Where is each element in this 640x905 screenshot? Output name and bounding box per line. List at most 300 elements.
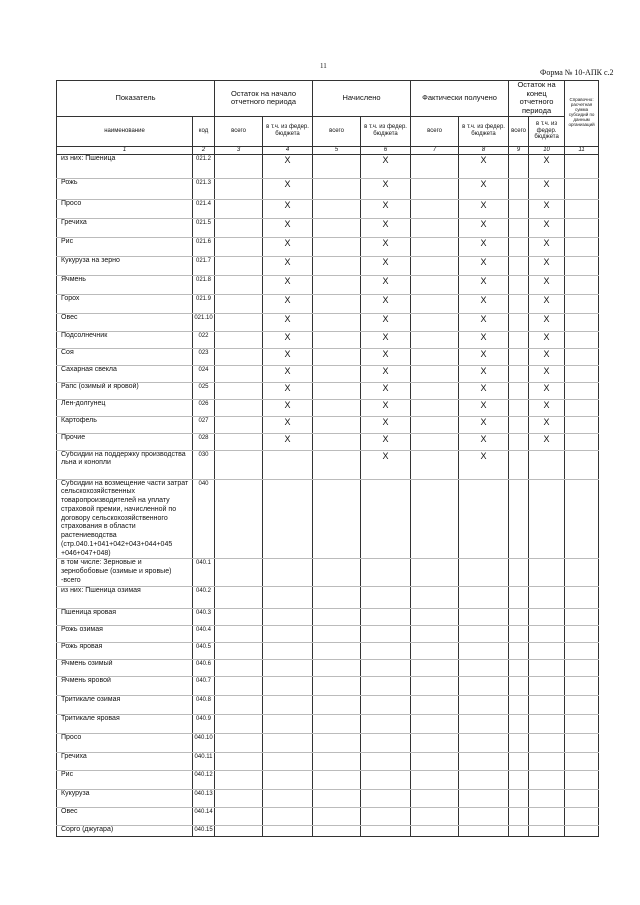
value-cell [459, 608, 509, 625]
table-row [57, 659, 599, 676]
value-cell [529, 608, 565, 625]
cross-mark: X [459, 348, 509, 365]
row-name: Прочие [57, 433, 193, 450]
value-cell [411, 275, 459, 294]
value-cell [263, 642, 313, 659]
table-row [57, 382, 599, 399]
value-cell [215, 770, 263, 789]
value-cell [411, 450, 459, 479]
table-row [57, 416, 599, 433]
value-cell [565, 416, 599, 433]
table-row [57, 294, 599, 313]
col-num: 2 [193, 146, 215, 154]
table-row [57, 479, 599, 559]
cross-mark: X [529, 313, 565, 331]
value-cell [263, 789, 313, 807]
row-code: 040.15 [193, 825, 215, 836]
value-cell [215, 433, 263, 450]
row-code: 028 [193, 433, 215, 450]
value-cell [215, 733, 263, 752]
row-code: 023 [193, 348, 215, 365]
value-cell [411, 714, 459, 733]
cross-mark: X [459, 218, 509, 237]
row-code: 026 [193, 399, 215, 416]
value-cell [411, 178, 459, 199]
value-cell [313, 642, 361, 659]
cross-mark: X [263, 365, 313, 382]
value-cell [411, 256, 459, 275]
table-row [57, 433, 599, 450]
value-cell [313, 770, 361, 789]
value-cell [313, 416, 361, 433]
table-row [57, 256, 599, 275]
row-code: 040.2 [193, 586, 215, 608]
row-name: Сорго (джугара) [57, 825, 193, 836]
value-cell [459, 625, 509, 642]
value-cell [313, 313, 361, 331]
cross-mark: X [361, 331, 411, 348]
col-num: 11 [565, 146, 599, 154]
row-name: Ячмень [57, 275, 193, 294]
value-cell [509, 331, 529, 348]
value-cell [565, 433, 599, 450]
value-cell [313, 365, 361, 382]
value-cell [459, 586, 509, 608]
value-cell [565, 807, 599, 825]
value-cell [215, 275, 263, 294]
row-name: Тритикале озимая [57, 695, 193, 714]
header-total: всего [411, 116, 459, 146]
table-row [57, 695, 599, 714]
row-name: Просо [57, 199, 193, 218]
table-row [57, 676, 599, 695]
cross-mark: X [361, 433, 411, 450]
row-code: 040.5 [193, 642, 215, 659]
cross-mark: X [361, 256, 411, 275]
header-total: всего [509, 116, 529, 146]
value-cell [459, 695, 509, 714]
value-cell [215, 237, 263, 256]
value-cell [263, 807, 313, 825]
value-cell [565, 733, 599, 752]
value-cell [215, 625, 263, 642]
value-cell [565, 218, 599, 237]
col-num: 10 [529, 146, 565, 154]
row-name: Субсидии на поддержку производства льна и конопли [57, 450, 193, 479]
row-code: 021.6 [193, 237, 215, 256]
value-cell [313, 825, 361, 836]
table-row [57, 608, 599, 625]
value-cell [565, 450, 599, 479]
value-cell [565, 348, 599, 365]
cross-mark: X [459, 365, 509, 382]
row-name: Горох [57, 294, 193, 313]
value-cell [263, 659, 313, 676]
value-cell [215, 789, 263, 807]
table-row [57, 218, 599, 237]
value-cell [509, 433, 529, 450]
table-row [57, 275, 599, 294]
value-cell [313, 399, 361, 416]
value-cell [263, 586, 313, 608]
value-cell [411, 695, 459, 714]
value-cell [565, 789, 599, 807]
value-cell [529, 789, 565, 807]
cross-mark: X [361, 218, 411, 237]
value-cell [509, 313, 529, 331]
value-cell [313, 382, 361, 399]
value-cell [361, 659, 411, 676]
cross-mark: X [459, 294, 509, 313]
table-row [57, 399, 599, 416]
value-cell [565, 331, 599, 348]
row-name: Рожь яровая [57, 642, 193, 659]
row-name: Подсолнечник [57, 331, 193, 348]
value-cell [313, 256, 361, 275]
cross-mark: X [459, 178, 509, 199]
value-cell [313, 733, 361, 752]
cross-mark: X [459, 313, 509, 331]
table-row [57, 178, 599, 199]
cross-mark: X [361, 416, 411, 433]
value-cell [509, 807, 529, 825]
header-indicator: Показатель [57, 81, 215, 117]
value-cell [411, 313, 459, 331]
row-name: Картофель [57, 416, 193, 433]
row-code: 027 [193, 416, 215, 433]
value-cell [509, 770, 529, 789]
cross-mark: X [263, 433, 313, 450]
value-cell [529, 695, 565, 714]
cross-mark: X [529, 178, 565, 199]
cross-mark: X [529, 331, 565, 348]
value-cell [263, 695, 313, 714]
table-row [57, 237, 599, 256]
cross-mark: X [459, 331, 509, 348]
value-cell [215, 154, 263, 178]
col-num: 3 [215, 146, 263, 154]
cross-mark: X [529, 365, 565, 382]
value-cell [361, 770, 411, 789]
value-cell [565, 154, 599, 178]
row-code: 024 [193, 365, 215, 382]
row-name: из них: Пшеница [57, 154, 193, 178]
table-row [57, 199, 599, 218]
value-cell [411, 416, 459, 433]
value-cell [313, 199, 361, 218]
value-cell [411, 199, 459, 218]
table-row [57, 313, 599, 331]
value-cell [411, 479, 459, 559]
value-cell [529, 479, 565, 559]
value-cell [565, 659, 599, 676]
col-num: 6 [361, 146, 411, 154]
value-cell [509, 154, 529, 178]
value-cell [411, 608, 459, 625]
value-cell [509, 825, 529, 836]
cross-mark: X [361, 399, 411, 416]
value-cell [509, 714, 529, 733]
value-cell [411, 789, 459, 807]
value-cell [215, 479, 263, 559]
value-cell [361, 625, 411, 642]
value-cell [509, 218, 529, 237]
cross-mark: X [529, 275, 565, 294]
row-code: 040.9 [193, 714, 215, 733]
value-cell [459, 659, 509, 676]
cross-mark: X [459, 256, 509, 275]
value-cell [411, 825, 459, 836]
cross-mark: X [459, 450, 509, 479]
row-code: 040.12 [193, 770, 215, 789]
cross-mark: X [361, 382, 411, 399]
row-name: Пшеница яровая [57, 608, 193, 625]
row-code: 040 [193, 479, 215, 559]
cross-mark: X [529, 433, 565, 450]
row-name: Сахарная свекла [57, 365, 193, 382]
row-code: 040.7 [193, 676, 215, 695]
value-cell [411, 752, 459, 770]
value-cell [565, 559, 599, 586]
value-cell [215, 416, 263, 433]
value-cell [215, 218, 263, 237]
value-cell [313, 218, 361, 237]
cross-mark: X [263, 382, 313, 399]
value-cell [215, 807, 263, 825]
value-cell [263, 714, 313, 733]
value-cell [565, 825, 599, 836]
value-cell [361, 807, 411, 825]
value-cell [565, 642, 599, 659]
value-cell [565, 237, 599, 256]
row-code: 021.10 [193, 313, 215, 331]
value-cell [565, 586, 599, 608]
value-cell [529, 714, 565, 733]
value-cell [313, 695, 361, 714]
value-cell [565, 608, 599, 625]
value-cell [411, 154, 459, 178]
value-cell [411, 659, 459, 676]
row-name: в том числе: Зерновые и зернобобовые (озимые и яровые) -всего [57, 559, 193, 586]
value-cell [565, 625, 599, 642]
cross-mark: X [263, 154, 313, 178]
value-cell [411, 294, 459, 313]
cross-mark: X [529, 348, 565, 365]
header-accrued: Начислено [313, 81, 411, 117]
table-row [57, 752, 599, 770]
row-name: Тритикале яровая [57, 714, 193, 733]
row-code: 021.4 [193, 199, 215, 218]
row-name: Рис [57, 237, 193, 256]
value-cell [509, 256, 529, 275]
value-cell [509, 625, 529, 642]
value-cell [215, 714, 263, 733]
value-cell [361, 733, 411, 752]
value-cell [411, 642, 459, 659]
value-cell [263, 825, 313, 836]
table-row [57, 625, 599, 642]
row-name: Кукуруза [57, 789, 193, 807]
table-row [57, 733, 599, 752]
value-cell [411, 433, 459, 450]
value-cell [509, 559, 529, 586]
cross-mark: X [459, 154, 509, 178]
row-code: 021.7 [193, 256, 215, 275]
value-cell [529, 770, 565, 789]
value-cell [361, 479, 411, 559]
value-cell [509, 659, 529, 676]
value-cell [215, 659, 263, 676]
table-row [57, 154, 599, 178]
row-code: 040.3 [193, 608, 215, 625]
row-name: Овес [57, 807, 193, 825]
row-code: 021.3 [193, 178, 215, 199]
value-cell [263, 608, 313, 625]
row-code: 021.5 [193, 218, 215, 237]
row-code: 040.1 [193, 559, 215, 586]
row-code: 040.11 [193, 752, 215, 770]
value-cell [215, 178, 263, 199]
cross-mark: X [459, 416, 509, 433]
cross-mark: X [529, 294, 565, 313]
value-cell [509, 789, 529, 807]
column-number-row [57, 146, 599, 154]
value-cell [411, 382, 459, 399]
value-cell [565, 714, 599, 733]
value-cell [459, 559, 509, 586]
value-cell [459, 752, 509, 770]
value-cell [361, 586, 411, 608]
report-table [56, 80, 599, 837]
row-name: Ячмень озимый [57, 659, 193, 676]
header-total: всего [215, 116, 263, 146]
row-name: Соя [57, 348, 193, 365]
cross-mark: X [529, 237, 565, 256]
row-code: 040.13 [193, 789, 215, 807]
value-cell [529, 559, 565, 586]
value-cell [263, 733, 313, 752]
row-name: Субсидии на возмещение части затрат сельскохозяйственных товаропроизводителей на уплату страховой премии, начисленной по договору сельскохозяйственного страхования в области растениеводства (стр.040.1+041+042+043+044+045 +046+047+048) [57, 479, 193, 559]
col-num: 1 [57, 146, 193, 154]
cross-mark: X [263, 218, 313, 237]
value-cell [411, 586, 459, 608]
value-cell [313, 275, 361, 294]
cross-mark: X [361, 348, 411, 365]
col-num: 5 [313, 146, 361, 154]
value-cell [361, 752, 411, 770]
table-row [57, 331, 599, 348]
value-cell [215, 365, 263, 382]
value-cell [509, 294, 529, 313]
value-cell [411, 237, 459, 256]
value-cell [313, 807, 361, 825]
row-code: 022 [193, 331, 215, 348]
value-cell [361, 676, 411, 695]
row-code: 021.8 [193, 275, 215, 294]
value-cell [313, 625, 361, 642]
row-code: 040.6 [193, 659, 215, 676]
value-cell [215, 825, 263, 836]
row-name: Лен-долгунец [57, 399, 193, 416]
value-cell [509, 608, 529, 625]
value-cell [263, 479, 313, 559]
value-cell [361, 825, 411, 836]
value-cell [411, 807, 459, 825]
cross-mark: X [529, 382, 565, 399]
value-cell [411, 331, 459, 348]
cross-mark: X [361, 294, 411, 313]
table-row [57, 365, 599, 382]
value-cell [565, 676, 599, 695]
header-incl-fed: в т.ч. из федер. бюджета [459, 116, 509, 146]
value-cell [565, 382, 599, 399]
value-cell [509, 416, 529, 433]
value-cell [361, 789, 411, 807]
cross-mark: X [361, 365, 411, 382]
cross-mark: X [529, 154, 565, 178]
value-cell [215, 331, 263, 348]
col-num: 7 [411, 146, 459, 154]
value-cell [529, 659, 565, 676]
value-cell [215, 695, 263, 714]
value-cell [509, 399, 529, 416]
value-cell [411, 559, 459, 586]
value-cell [215, 608, 263, 625]
cross-mark: X [263, 313, 313, 331]
value-cell [509, 275, 529, 294]
value-cell [215, 199, 263, 218]
value-cell [313, 752, 361, 770]
value-cell [565, 313, 599, 331]
value-cell [313, 479, 361, 559]
row-name: Ячмень яровой [57, 676, 193, 695]
value-cell [459, 825, 509, 836]
table-row [57, 586, 599, 608]
cross-mark: X [263, 237, 313, 256]
value-cell [509, 382, 529, 399]
header-balance-end: Остаток на конец отчетного периода [509, 81, 565, 117]
value-cell [509, 199, 529, 218]
value-cell [529, 807, 565, 825]
row-name: Гречиха [57, 752, 193, 770]
value-cell [565, 199, 599, 218]
header-incl-fed: в т.ч. из федер. бюджета [361, 116, 411, 146]
value-cell [459, 789, 509, 807]
cross-mark: X [361, 237, 411, 256]
value-cell [529, 625, 565, 642]
value-cell [263, 676, 313, 695]
row-code: 040.8 [193, 695, 215, 714]
value-cell [215, 256, 263, 275]
table-row [57, 789, 599, 807]
value-cell [565, 752, 599, 770]
cross-mark: X [459, 382, 509, 399]
table-row [57, 348, 599, 365]
value-cell [313, 348, 361, 365]
cross-mark: X [263, 331, 313, 348]
value-cell [411, 625, 459, 642]
cross-mark: X [529, 256, 565, 275]
value-cell [565, 256, 599, 275]
value-cell [565, 695, 599, 714]
value-cell [361, 714, 411, 733]
value-cell [411, 770, 459, 789]
cross-mark: X [263, 348, 313, 365]
value-cell [529, 586, 565, 608]
value-cell [215, 559, 263, 586]
value-cell [509, 450, 529, 479]
table-row [57, 807, 599, 825]
